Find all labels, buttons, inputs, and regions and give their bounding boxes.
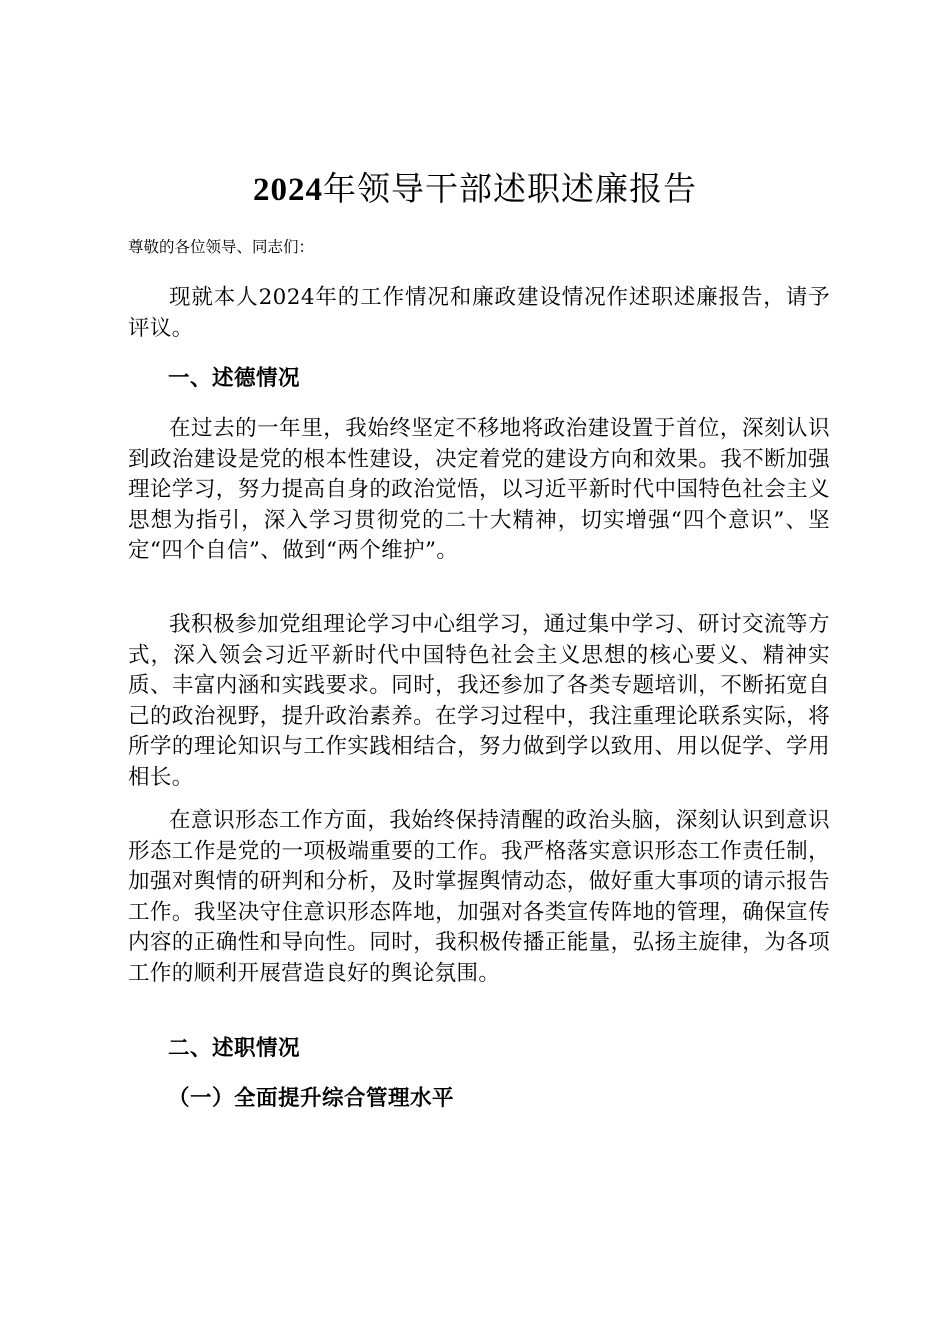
section-heading-2: 二、述职情况	[168, 1036, 301, 1061]
page-title	[0, 166, 950, 214]
title-year: 2024	[253, 172, 323, 208]
title-text: 年领导干部述职述廉报告	[323, 172, 697, 208]
intro-paragraph: 现就本人2024年的工作情况和廉政建设情况作述职述廉报告，请予评议。	[128, 285, 830, 341]
section-heading-1: 一、述德情况	[168, 366, 301, 391]
salutation: 尊敬的各位领导、同志们：	[128, 238, 315, 256]
body-paragraph-3: 在意识形态工作方面，我始终保持清醒的政治头脑，深刻认识到意识形态工作是党的一项极端重要的工作。我严格落实意识形态工作责任制，加强对舆情的研判和分析，及时掌握舆情动态，做好重大事项的请示报告工作。我坚决守住意识形态阵地，加强对各类宣传阵地的管理，确保宣传内容的正确性和导向性。同时，我积极传播正能量，弘扬主旋律，为各项工作的顺利开展营造良好的舆论氛围。	[128, 808, 830, 986]
body-paragraph-2: 我积极参加党组理论学习中心组学习，通过集中学习、研讨交流等方式，深入领会习近平新时代中国特色社会主义思想的核心要义、精神实质、丰富内涵和实践要求。同时，我还参加了各类专题培训，不断拓宽自己的政治视野，提升政治素养。在学习过程中，我注重理论联系实际，将所学的理论知识与工作实践相结合，努力做到学以致用、用以促学、学用相长。	[128, 612, 830, 790]
subsection-heading-1: （一）全面提升综合管理水平	[168, 1086, 455, 1111]
body-paragraph-1: 在过去的一年里，我始终坚定不移地将政治建设置于首位，深刻认识到政治建设是党的根本性建设，决定着党的建设方向和效果。我不断加强理论学习，努力提高自身的政治觉悟，以习近平新时代中国特色社会主义思想为指引，深入学习贯彻党的二十大精神，切实增强“四个意识”、坚定“四个自信”、做到“两个维护”。	[128, 416, 830, 564]
